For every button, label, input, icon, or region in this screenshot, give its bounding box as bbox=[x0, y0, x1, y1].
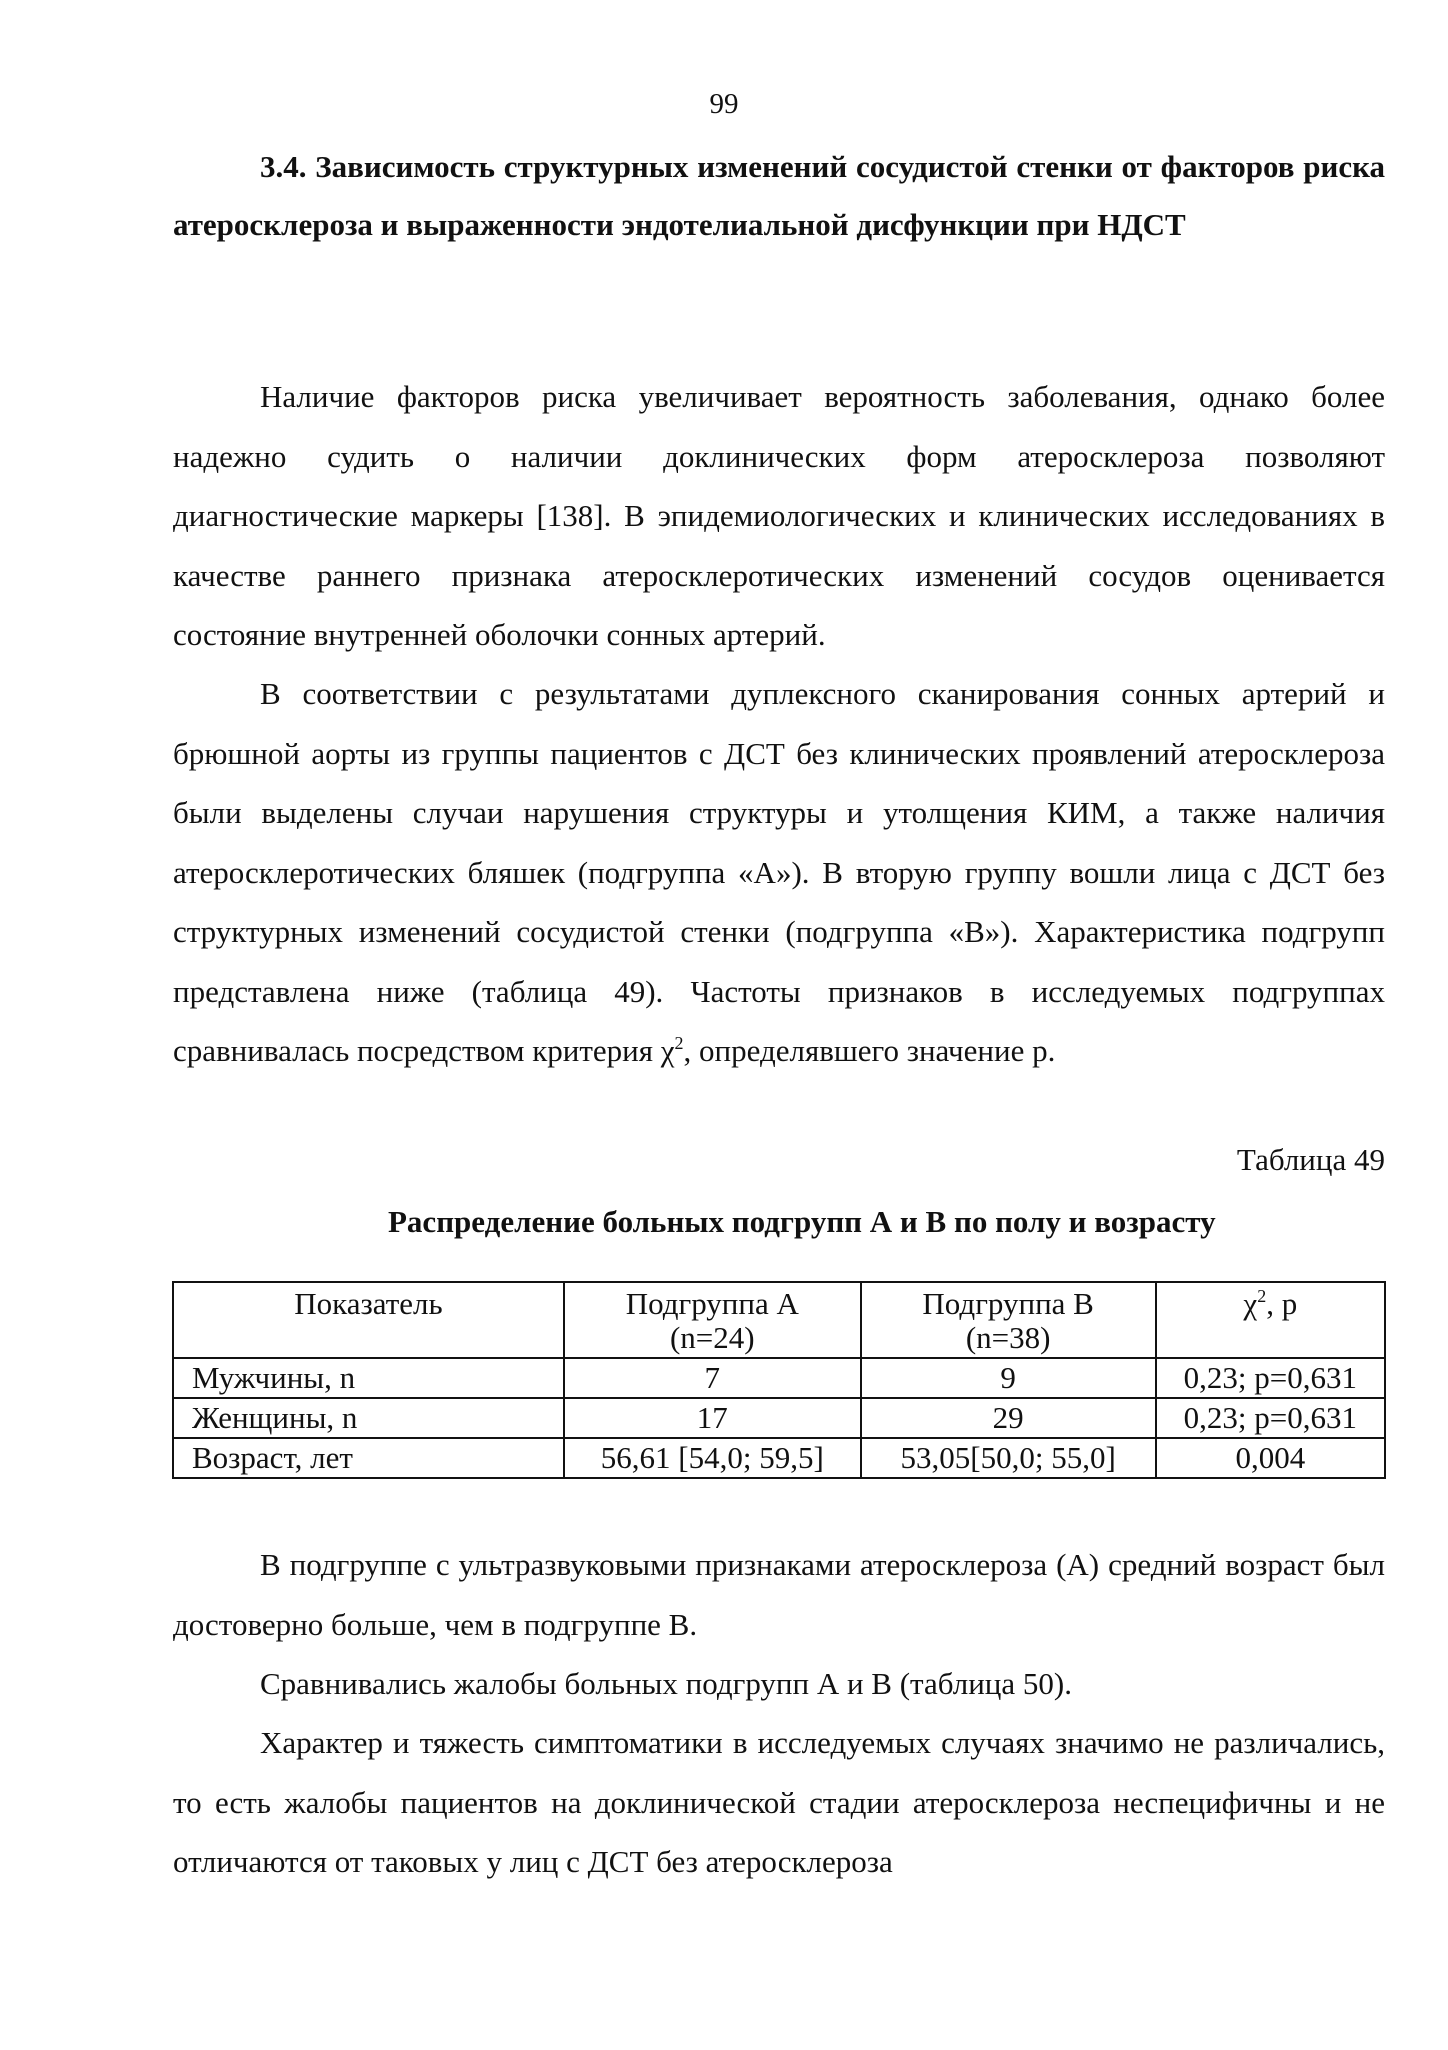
chi-square-superscript: 2 bbox=[674, 1033, 684, 1053]
paragraph-age-result: В подгруппе с ультразвуковыми признаками атеросклероза (А) средний возраст был достоверно больше, чем в подгруппе В. bbox=[173, 1547, 1385, 1642]
paragraph-subgroups-tail: , определявшего значение p. bbox=[683, 1033, 1056, 1068]
paragraph-risk-factors: Наличие факторов риска увеличивает вероятность заболевания, однако более надежно судить о наличии доклинических форм атеросклероза позволяют диагностические маркеры [138]. В эпидемиологических и клинических исследованиях в качестве раннего признака атеросклеротических изменений сосудов оценивается состояние внутренней оболочки сонных артерий. bbox=[173, 379, 1385, 652]
cell-subgroup-a: 7 bbox=[564, 1358, 861, 1398]
table-title: Распределение больных подгрупп А и В по полу и возрасту bbox=[388, 1204, 1216, 1239]
header-chi-square bbox=[1156, 1282, 1385, 1358]
paragraph-symptoms: Характер и тяжесть симптоматики в исследуемых случаях значимо не различались, то есть жалобы пациентов на доклинической стадии атеросклероза неспецифичны и не отличаются от таковых у лиц с ДСТ без атеросклероза bbox=[173, 1725, 1385, 1879]
cell-subgroup-b: 53,05[50,0; 55,0] bbox=[861, 1438, 1156, 1478]
paragraph-subgroups bbox=[173, 664, 1385, 1081]
paragraph-complaints: Сравнивались жалобы больных подгрупп А и В (таблица 50). bbox=[260, 1666, 1072, 1701]
header-indicator: Показатель bbox=[173, 1282, 564, 1358]
table-header-row bbox=[173, 1282, 1385, 1358]
table-row bbox=[173, 1398, 1385, 1438]
cell-subgroup-b: 29 bbox=[861, 1398, 1156, 1438]
row-label: Возраст, лет bbox=[173, 1438, 564, 1478]
header-p-label: , p bbox=[1266, 1286, 1298, 1321]
header-chi-superscript: 2 bbox=[1257, 1286, 1267, 1306]
cell-subgroup-a: 56,61 [54,0; 59,5] bbox=[564, 1438, 861, 1478]
row-label: Мужчины, n bbox=[173, 1358, 564, 1398]
cell-subgroup-b: 9 bbox=[861, 1358, 1156, 1398]
header-subgroup-b-count: (n=38) bbox=[965, 1320, 1051, 1355]
header-chi-symbol: χ bbox=[1243, 1286, 1258, 1321]
table-label: Таблица 49 bbox=[1236, 1142, 1385, 1177]
section-heading: 3.4. Зависимость структурных изменений сосудистой стенки от факторов риска атеросклероза и выраженности эндотелиальной дисфункции при НДСТ bbox=[173, 149, 1385, 242]
header-subgroup-a bbox=[564, 1282, 861, 1358]
header-subgroup-a-name: Подгруппа А bbox=[625, 1286, 799, 1321]
header-subgroup-a-count: (n=24) bbox=[669, 1320, 755, 1355]
paragraph-subgroups-main: В соответствии с результатами дуплексного сканирования сонных артерий и брюшной аорты из группы пациентов с ДСТ без клинических проявлений атеросклероза были выделены случаи нарушения структуры и утолщения КИМ, а также наличия атеросклеротических бляшек (подгруппа «А»). В вторую группу вошли лица с ДСТ без структурных изменений сосудистой стенки (подгруппа «В»). Характеристика подгрупп представлена ниже (таблица 49). Частоты признаков в исследуемых подгруппах сравнивалась посредством критерия χ bbox=[173, 676, 1385, 1068]
data-table bbox=[172, 1281, 1386, 1479]
cell-chi-square: 0,23; p=0,631 bbox=[1156, 1358, 1385, 1398]
table-row bbox=[173, 1358, 1385, 1398]
header-subgroup-b-name: Подгруппа В bbox=[922, 1286, 1094, 1321]
cell-chi-square: 0,004 bbox=[1156, 1438, 1385, 1478]
cell-chi-square: 0,23; p=0,631 bbox=[1156, 1398, 1385, 1438]
header-subgroup-b bbox=[861, 1282, 1156, 1358]
page-number: 99 bbox=[709, 88, 739, 120]
row-label: Женщины, n bbox=[173, 1398, 564, 1438]
cell-subgroup-a: 17 bbox=[564, 1398, 861, 1438]
table-row bbox=[173, 1438, 1385, 1478]
